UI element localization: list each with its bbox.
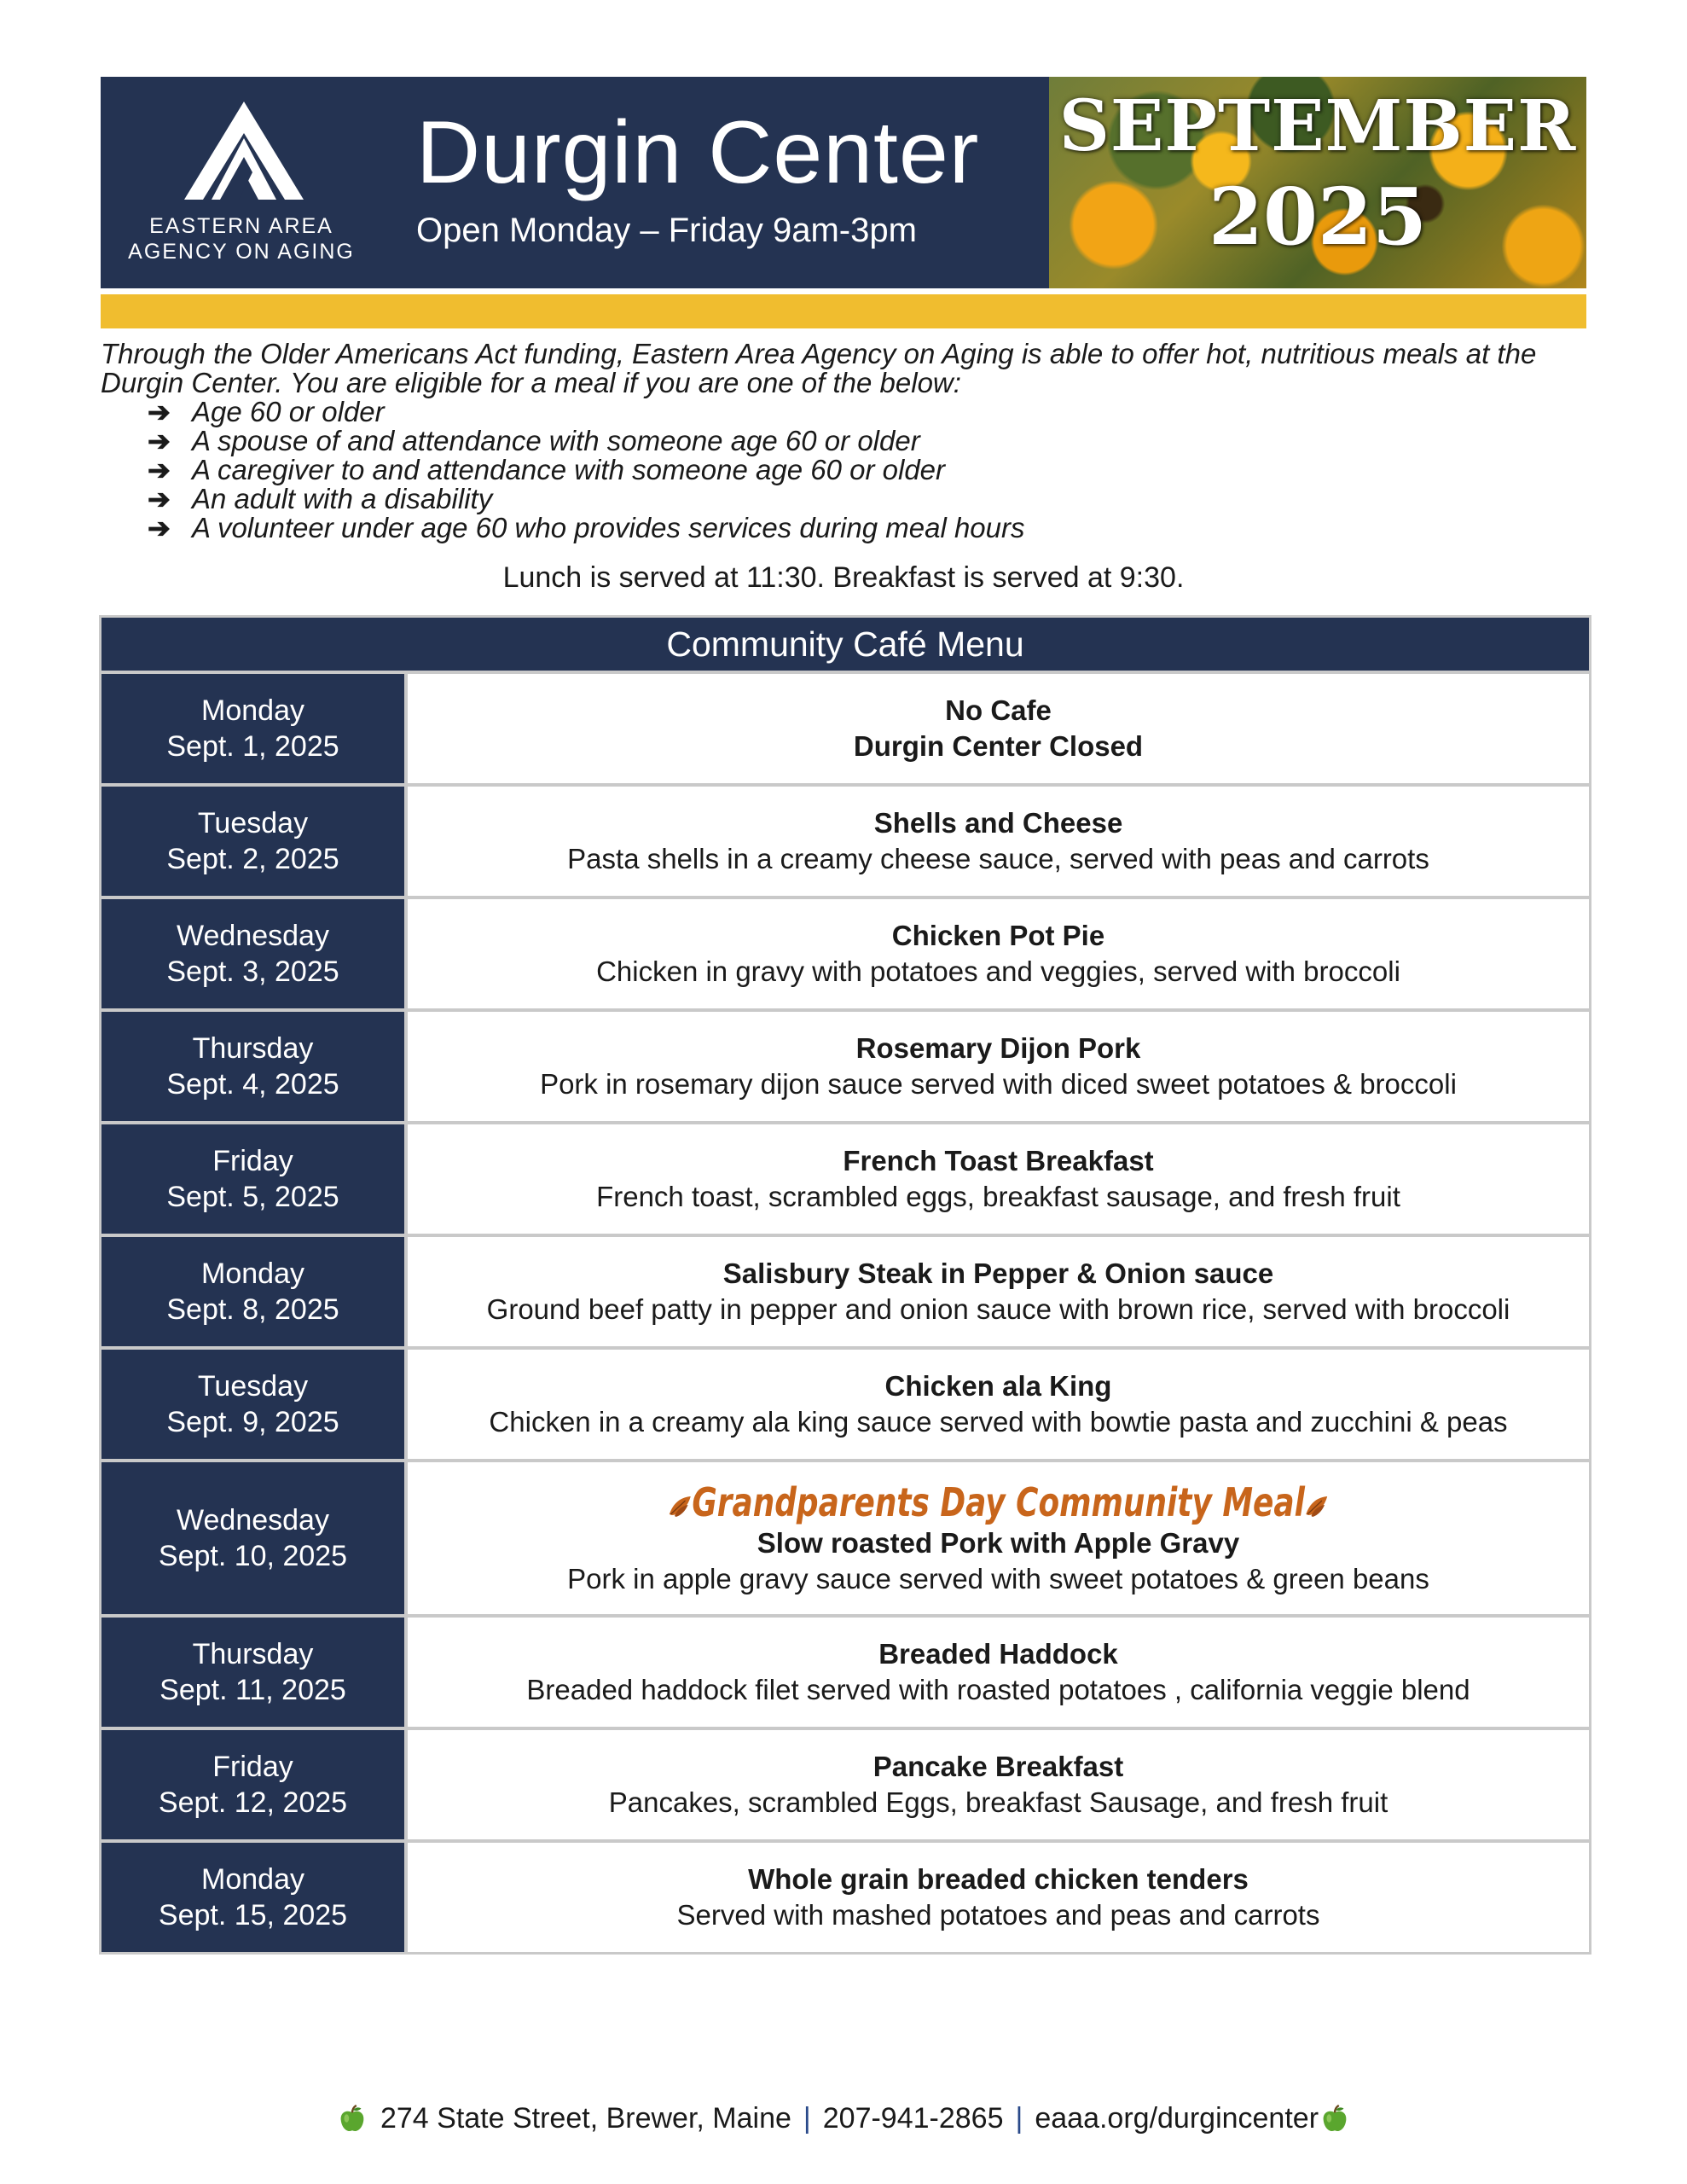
meal-description: Chicken in gravy with potatoes and veggies, served with broccoli: [596, 956, 1400, 987]
date-cell: [101, 1843, 408, 1952]
right-arrow-icon: ➔: [148, 513, 171, 543]
autumn-leaf-icon: [668, 1494, 692, 1518]
special-event-title: [668, 1479, 1329, 1525]
month-year: 2025: [1208, 171, 1428, 263]
footer-address: 274 State Street, Brewer, Maine: [380, 2102, 791, 2135]
center-title: Durgin Center: [416, 103, 980, 202]
meal-cell: [408, 899, 1589, 1008]
menu-row: [101, 1346, 1589, 1459]
meal-description: French toast, scrambled eggs, breakfast sausage, and fresh fruit: [596, 1181, 1400, 1212]
date: Sept. 9, 2025: [166, 1406, 339, 1438]
eligibility-item: [148, 456, 1602, 485]
weekday: Monday: [201, 1863, 304, 1896]
weekday: Wednesday: [177, 1504, 329, 1536]
date: Sept. 11, 2025: [159, 1674, 346, 1706]
agency-name-line2: AGENCY ON AGING: [128, 240, 355, 264]
footer-separator: |: [803, 2102, 811, 2135]
eligibility-item: [148, 514, 1602, 543]
eligibility-item: [148, 427, 1602, 456]
autumn-leaf-icon: [1305, 1494, 1329, 1518]
meal-name: Pancake Breakfast: [872, 1751, 1124, 1782]
green-apple-icon: [1319, 2103, 1351, 2135]
date: Sept. 2, 2025: [166, 843, 339, 875]
green-apple-icon: [336, 2103, 368, 2135]
meal-description: Breaded haddock filet served with roasted potatoes , california veggie blend: [526, 1674, 1470, 1705]
menu-rows: [101, 671, 1589, 1952]
eligibility-text: Age 60 or older: [192, 396, 385, 427]
meal-cell: [408, 1618, 1589, 1727]
mountain-logo-icon: [176, 97, 312, 208]
agency-name: [101, 213, 382, 264]
meal-description: Pork in apple gravy sauce served with sweet potatoes & green beans: [567, 1563, 1429, 1594]
menu-table: [99, 615, 1591, 1955]
serving-times: Lunch is served at 11:30. Breakfast is served at 9:30.: [502, 561, 1185, 594]
meal-name: Chicken Pot Pie: [891, 920, 1105, 951]
weekday: Monday: [201, 694, 304, 727]
date-cell: [101, 1350, 408, 1459]
menu-row: [101, 1121, 1589, 1234]
date-cell: [101, 787, 408, 896]
meal-description: Pork in rosemary dijon sauce served with diced sweet potatoes & broccoli: [540, 1068, 1457, 1100]
meal-cell: [408, 1462, 1589, 1614]
menu-row: [101, 1839, 1589, 1952]
footer-website-link[interactable]: eaaa.org/durgincenter: [1035, 2102, 1319, 2135]
meal-cell: [408, 1730, 1589, 1839]
meal-description: Chicken in a creamy ala king sauce served with bowtie pasta and zucchini & peas: [489, 1406, 1508, 1438]
meal-description: Pancakes, scrambled Eggs, breakfast Sausage, and fresh fruit: [608, 1786, 1388, 1818]
date-cell: [101, 899, 408, 1008]
header-banner: [101, 77, 1586, 288]
month-name: SEPTEMBER: [1058, 85, 1577, 167]
right-arrow-icon: ➔: [148, 484, 171, 514]
eligibility-text: A spouse of and attendance with someone age 60 or older: [192, 425, 920, 456]
menu-row: [101, 1459, 1589, 1614]
weekday: Tuesday: [197, 807, 309, 839]
footer-phone[interactable]: 207-941-2865: [822, 2102, 1004, 2135]
weekday: Monday: [201, 1258, 304, 1290]
date-cell: [101, 674, 408, 783]
date-cell: [101, 1012, 408, 1121]
weekday: Tuesday: [197, 1370, 309, 1403]
date: Sept. 4, 2025: [166, 1068, 339, 1101]
menu-row: [101, 783, 1589, 896]
meal-name: Rosemary Dijon Pork: [855, 1032, 1141, 1064]
date: Sept. 1, 2025: [166, 730, 339, 763]
date-cell: [101, 1237, 408, 1346]
menu-row: [101, 671, 1589, 783]
footer-separator: |: [1015, 2102, 1023, 2135]
menu-row: [101, 1008, 1589, 1121]
weekday: Friday: [212, 1751, 293, 1783]
agency-logo: [101, 77, 382, 288]
menu-row: [101, 896, 1589, 1008]
opening-hours: Open Monday – Friday 9am-3pm: [416, 212, 917, 249]
meal-name: No Cafe: [945, 694, 1052, 726]
eligibility-item: [148, 398, 1602, 427]
date-cell: [101, 1124, 408, 1234]
date: Sept. 12, 2025: [158, 1786, 348, 1819]
meal-name: Chicken ala King: [884, 1370, 1112, 1402]
date-cell: [101, 1618, 408, 1727]
meal-cell: [408, 674, 1589, 783]
header-divider: [101, 294, 1586, 328]
menu-row: [101, 1727, 1589, 1839]
meal-description: Served with mashed potatoes and peas and carrots: [676, 1899, 1320, 1931]
eligibility-text: A caregiver to and attendance with someone age 60 or older: [192, 454, 946, 485]
intro-section: [101, 340, 1602, 543]
meal-name: Salisbury Steak in Pepper & Onion sauce: [722, 1258, 1274, 1289]
date-cell: [101, 1462, 408, 1614]
date: Sept. 10, 2025: [158, 1540, 348, 1572]
weekday: Wednesday: [177, 920, 329, 952]
eligibility-list: [101, 398, 1602, 543]
footer: [0, 2102, 1687, 2135]
meal-description: Ground beef patty in pepper and onion sauce with brown rice, served with broccoli: [486, 1293, 1510, 1325]
eligibility-item: [148, 485, 1602, 514]
agency-name-line1: EASTERN AREA: [149, 214, 333, 238]
date: Sept. 5, 2025: [166, 1181, 339, 1213]
meal-cell: [408, 1843, 1589, 1952]
meal-name: Shells and Cheese: [873, 807, 1123, 839]
menu-title: Community Café Menu: [101, 618, 1589, 671]
month-banner: [1049, 77, 1586, 288]
meal-cell: [408, 1237, 1589, 1346]
eligibility-text: A volunteer under age 60 who provides services during meal hours: [192, 512, 1025, 543]
meal-cell: [408, 1350, 1589, 1459]
intro-text: Through the Older Americans Act funding, Eastern Area Agency on Aging is able to offer hot, nutritious meals at the Durgin Center. You are eligible for a meal if you are one of the below:: [101, 338, 1537, 398]
special-event-text: Grandparents Day Community Meal: [692, 1479, 1305, 1525]
menu-row: [101, 1234, 1589, 1346]
meal-cell: [408, 787, 1589, 896]
meal-description: Durgin Center Closed: [853, 730, 1144, 762]
meal-description: Pasta shells in a creamy cheese sauce, served with peas and carrots: [567, 843, 1429, 874]
right-arrow-icon: ➔: [148, 397, 171, 427]
meal-name: French Toast Breakfast: [843, 1145, 1154, 1176]
title-area: [382, 77, 1150, 288]
date: Sept. 3, 2025: [166, 956, 339, 988]
date: Sept. 15, 2025: [158, 1899, 348, 1931]
right-arrow-icon: ➔: [148, 426, 171, 456]
meal-cell: [408, 1124, 1589, 1234]
date: Sept. 8, 2025: [166, 1293, 339, 1326]
meal-name: Slow roasted Pork with Apple Gravy: [757, 1527, 1240, 1559]
weekday: Thursday: [192, 1032, 314, 1065]
weekday: Friday: [212, 1145, 293, 1177]
menu-row: [101, 1614, 1589, 1727]
weekday: Thursday: [192, 1638, 314, 1670]
eligibility-text: An adult with a disability: [192, 483, 493, 514]
right-arrow-icon: ➔: [148, 455, 171, 485]
meal-name: Whole grain breaded chicken tenders: [748, 1863, 1249, 1895]
date-cell: [101, 1730, 408, 1839]
meal-name: Breaded Haddock: [878, 1638, 1118, 1670]
meal-cell: [408, 1012, 1589, 1121]
